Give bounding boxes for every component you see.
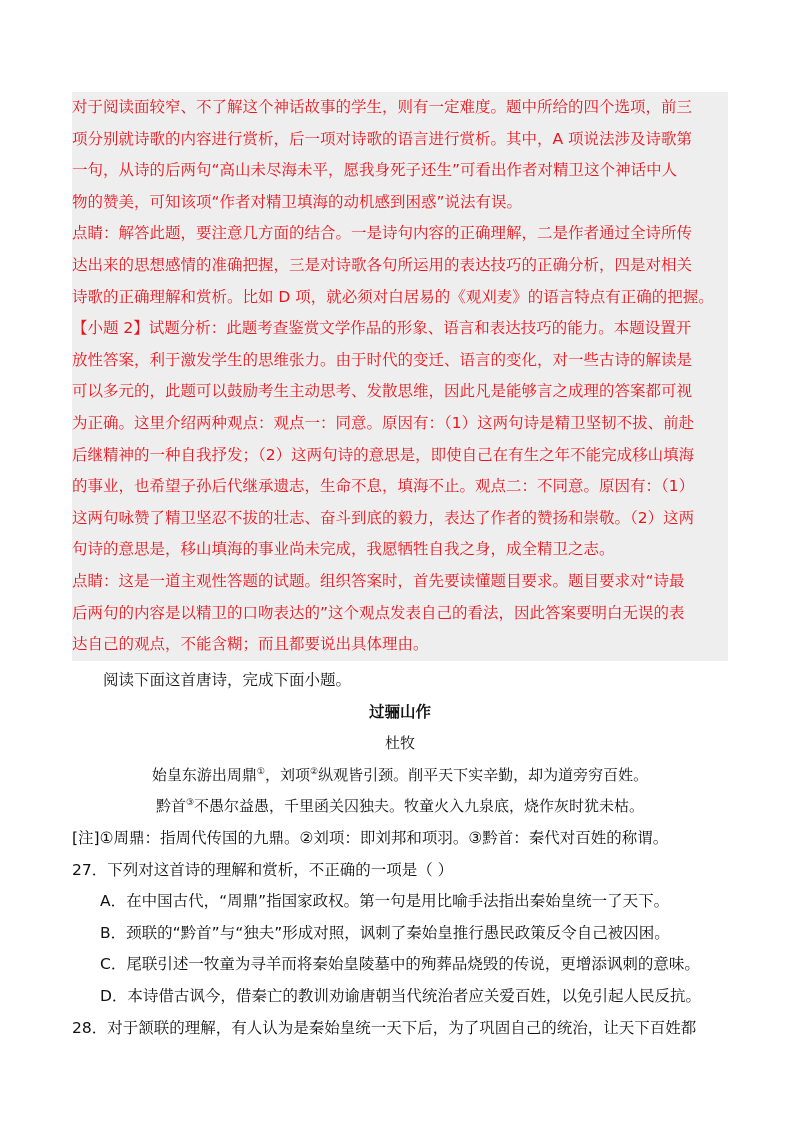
poem-text: 不愚尔益愚，千里函关囚独夫。牧童火入九泉底，烧作灰时犹未枯。 xyxy=(194,797,645,816)
analysis-line: 对于阅读面较窄、不了解这个神话故事的学生，则有一定难度。题中所给的四个选项，前三 xyxy=(72,98,693,116)
analysis-line: 句诗的意思是，移山填海的事业尚未完成，我愿牺牲自我之身，成全精卫之志。 xyxy=(72,540,615,559)
analysis-line: 达出来的思想感情的准确把握，三是对诗歌各句所运用的表达技巧的正确分析，四是对相关 xyxy=(72,255,693,274)
question-number: 28． xyxy=(72,1018,108,1037)
option-d: D．本诗借古讽今，借秦亡的教训劝谕唐朝当代统治者应关爱百姓，以免引起人民反抗。 xyxy=(100,986,701,1005)
option-c: C．尾联引述一牧童为寻羊而将秦始皇陵墓中的殉葬品烧毁的传说，更增添讽刺的意味。 xyxy=(100,955,700,974)
analysis-line: 项分别就诗歌的内容进行赏析，后一项对诗歌的语言进行赏析。其中，A 项说法涉及诗歌第 xyxy=(72,129,693,148)
analysis-line: 的事业，也希望子孙后代继承遗志，生命不息，填海不止。观点二：不同意。原因有：（1） xyxy=(72,477,695,496)
poem-text: 黔首 xyxy=(155,797,186,816)
analysis-line: 为正确。这里介绍两种观点：观点一：同意。原因有：（1）这两句诗是精卫坚韧不拔、前赴 xyxy=(72,413,695,432)
analysis-line: 可以多元的，此题可以鼓励考生主动思考、发散思维，因此凡是能够言之成理的答案都可视 xyxy=(72,382,693,401)
footnote-marker: ③ xyxy=(185,798,195,809)
reading-instruction: 阅读下面这首唐诗，完成下面小题。 xyxy=(103,671,352,689)
question-number: 27． xyxy=(72,860,108,879)
footnote-marker: ② xyxy=(310,766,319,777)
analysis-line: 诗歌的正确理解和赏析。比如 D 项，就必须对白居易的《观刈麦》的语言特点有正确的把握。 xyxy=(72,287,714,306)
analysis-line: 后继精神的一种自我抒发；（2）这两句诗的意思是，即使自己在有生之年不能完成移山填海 xyxy=(72,445,695,464)
question-section xyxy=(72,665,728,1044)
poem-text: 始皇东游出周鼎 xyxy=(151,765,257,784)
analysis-line: 【小题 2】试题分析：此题考查鉴赏文学作品的形象、语言和表达技巧的能力。本题设置开 xyxy=(72,319,692,338)
question-27 xyxy=(72,855,728,887)
poem-line-2 xyxy=(72,791,728,823)
poem-text: ，刘项 xyxy=(264,765,310,784)
question-28 xyxy=(72,1013,728,1045)
analysis-line: 后两句的内容是以精卫的口吻表达的”这个观点发表自己的看法，因此答案要明白无误的表 xyxy=(72,603,685,622)
question-text: 下列对这首诗的理解和赏析，不正确的一项是（ ） xyxy=(107,860,454,879)
poem-line-1 xyxy=(72,760,728,792)
option-a: A．在中国古代，“周鼎”指国家政权。第一句是用比喻手法指出秦始皇统一了天下。 xyxy=(100,892,670,911)
analysis-line: 点睛：解答此题，要注意几方面的结合。一是诗句内容的正确理解，二是作者通过全诗所传 xyxy=(72,224,693,243)
analysis-line: 放性答案，利于激发学生的思维张力。由于时代的变迁、语言的变化，对一些古诗的解读是 xyxy=(72,350,693,369)
analysis-line: 物的赞美，可知该项“作者对精卫填海的动机感到困惑”说法有误。 xyxy=(72,192,523,211)
poem-title: 过骊山作 xyxy=(368,702,431,721)
analysis-line: 点睛：这是一道主观性答题的试题。组织答案时，首先要读懂题目要求。题目要求对“诗最 xyxy=(72,571,685,590)
poem-notes: [注]①周鼎：指周代传国的九鼎。②刘项：即刘邦和项羽。③黔首：秦代对百姓的称谓。 xyxy=(72,828,669,847)
question-text: 对于颔联的理解，有人认为是秦始皇统一天下后，为了巩固自己的统治，让天下百姓都 xyxy=(107,1018,697,1037)
footnote-marker: ① xyxy=(256,766,265,777)
analysis-line: 达自己的观点，不能含糊；而且都要说出具体理由。 xyxy=(72,635,429,654)
option-b: B．颈联的“黔首”与“独夫”形成对照，讽刺了秦始皇推行愚民政策反令自己被囚困。 xyxy=(100,923,670,942)
poem-text: 纵观皆引颈。削平天下实辛勤，却为道旁穷百姓。 xyxy=(318,765,649,784)
analysis-line: 一句，从诗的后两句“高山未尽海未平，愿我身死子还生”可看出作者对精卫这个神话中人 xyxy=(72,161,678,180)
poem-author: 杜牧 xyxy=(384,734,415,753)
analysis-line: 这两句咏赞了精卫坚忍不拔的壮志、奋斗到底的毅力，表达了作者的赞扬和崇敬。（2）这两 xyxy=(72,508,695,527)
answer-analysis-block xyxy=(72,92,728,661)
